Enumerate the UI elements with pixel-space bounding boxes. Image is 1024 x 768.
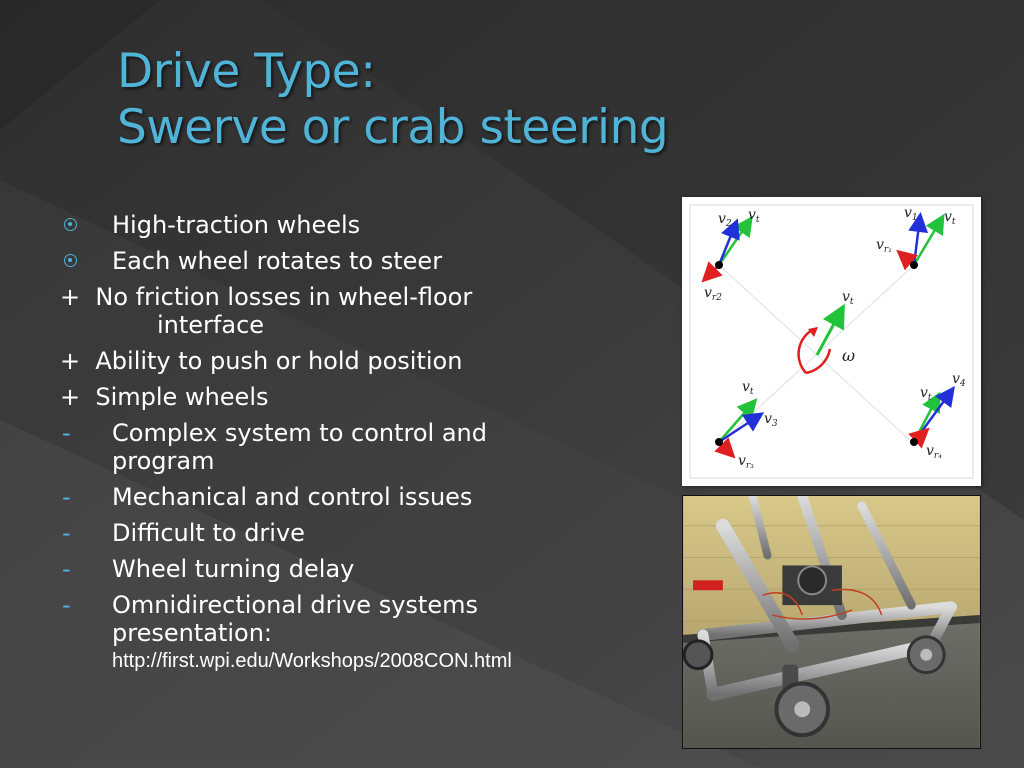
bullet-item [60, 283, 680, 339]
bullet-text [60, 283, 680, 339]
dash-bullet-icon: - [62, 483, 71, 511]
wheel-pivot [910, 438, 918, 446]
bullet-list [60, 211, 680, 681]
wheel-pivot [715, 261, 723, 269]
bullet-item [60, 211, 680, 239]
bullet-text: Each wheel rotates to steer [112, 247, 443, 275]
bullet-text-line: + No friction losses in wheel-floor [60, 283, 473, 311]
bullet-text [60, 591, 680, 673]
vector-label: $v_t$ [742, 379, 754, 397]
vector-label: $v_4$ [952, 371, 966, 389]
vector-label: $v_1$ [904, 205, 918, 223]
slide-title-line-2: Swerve or crab steering [117, 100, 669, 155]
bullet-text: Complex system to control and program [112, 419, 487, 475]
swerve-robot-photo [682, 495, 981, 749]
dash-bullet-icon: - [62, 419, 71, 447]
wheel [684, 641, 712, 669]
vector-label: $v_3$ [764, 411, 778, 429]
dash-bullet-icon: - [62, 591, 71, 619]
vector-label: $v_{r_1}$ [876, 237, 892, 255]
vector-label: $v_{r2}$ [704, 285, 722, 303]
slide-title-line-1: Drive Type: [117, 44, 376, 99]
velocity-vector-green [817, 309, 842, 355]
vector-label: $v_t$ [842, 289, 854, 307]
bullet-text: Mechanical and control issues [112, 483, 473, 511]
bullet-text-continuation: interface [157, 311, 265, 339]
bullet-item [60, 419, 680, 475]
wheel-pivot [715, 438, 723, 446]
bullet-item [60, 519, 680, 547]
bullet-item [60, 483, 680, 511]
slide-title [117, 44, 668, 156]
vector-label: $v_t$ [944, 209, 956, 227]
vector-label: $v_t$ [748, 207, 760, 225]
wheel-pivot [910, 261, 918, 269]
bullet-item [60, 347, 680, 375]
vector-label: $v_{r_4}$ [926, 443, 942, 461]
bullet-text-main: Omnidirectional drive systems presentation: [112, 591, 478, 647]
dash-bullet-icon: - [62, 519, 71, 547]
swerve-vector-diagram [682, 197, 981, 486]
bullet-text: Wheel turning delay [112, 555, 355, 583]
bullet-item [60, 383, 680, 411]
presentation-link[interactable]: http://first.wpi.edu/Workshops/2008CON.html [112, 650, 512, 672]
bullet-item [60, 591, 680, 673]
bullet-text: Difficult to drive [112, 519, 305, 547]
vector-label: $v_t$ [920, 385, 932, 403]
vector-label: $v_2$ [718, 211, 732, 229]
omega-label: ω [842, 346, 856, 365]
bullet-text: High-traction wheels [112, 211, 361, 239]
wheel [908, 637, 944, 673]
bullet-text: + Simple wheels [60, 383, 269, 411]
circle-bullet-icon [64, 254, 77, 267]
dash-bullet-icon: - [62, 555, 71, 583]
bullet-item [60, 247, 680, 275]
bullet-text: + Ability to push or hold position [60, 347, 463, 375]
vector-label: $v_{r_3}$ [738, 453, 754, 471]
bullet-item [60, 555, 680, 583]
circle-bullet-icon [64, 218, 77, 231]
